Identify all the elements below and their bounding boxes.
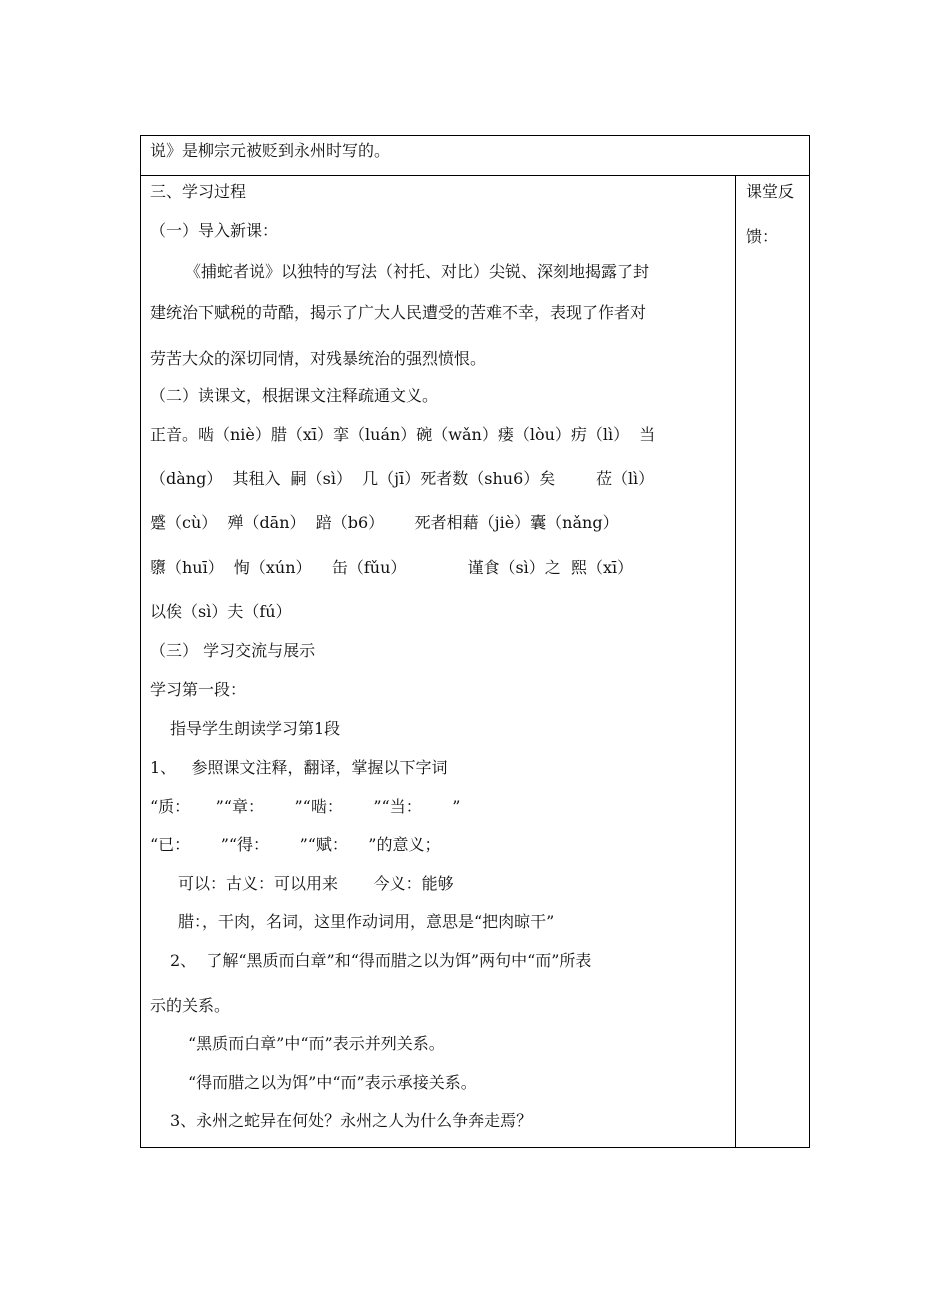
paragraph-line: 建统治下赋税的苛酷，揭示了广大人民遭受的苦难不幸，表现了作者对 xyxy=(150,303,647,322)
subheading-intro: （一）导入新课： xyxy=(150,221,279,240)
feedback-label: 课堂反 xyxy=(746,182,795,201)
feedback-label-cont: 馈： xyxy=(746,227,779,246)
answer-line: “黑质而白章”中“而”表示并列关系。 xyxy=(188,1034,445,1053)
exercise-item: 2、 了解“黑质而白章”和“得而腊之以为饵”两句中“而”所表 xyxy=(170,951,592,970)
pronunciation-line: 正音。啮（niè）腊（xī）挛（luán）碗（wǎn）瘘（lòu）疠（lì） 当 xyxy=(150,425,656,444)
exercise-item: 1、 参照课文注释，翻译，掌握以下字词 xyxy=(150,758,448,777)
pronunciation-line: 以俟（sì）夫（fú） xyxy=(150,602,292,621)
subheading-exchange: （三） 学习交流与展示 xyxy=(150,641,316,660)
section-heading: 三、学习过程 xyxy=(150,182,247,201)
answer-line: 腊：，干肉，名词，这里作动词用，意思是“把肉晾干” xyxy=(178,912,555,931)
exercise-item-cont: 示的关系。 xyxy=(150,996,231,1015)
paragraph-line: 劳苦大众的深切同情，对残暴统治的强烈愤恨。 xyxy=(150,349,487,368)
exercise-blanks: “质： ”“章： ”“啮： ”“当： ” xyxy=(150,797,461,816)
answer-line: 可以：古义：可以用来 今义：能够 xyxy=(178,874,454,893)
pronunciation-line: （dàng） 其租入 嗣（sì） 几（jī）死者数（shu6）矣 莅（lì） xyxy=(150,469,655,488)
exercise-item: 3、永州之蛇异在何处？永州之人为什么争奔走焉？ xyxy=(170,1111,533,1130)
paragraph-line: 《捕蛇者说》以独特的写法（衬托、对比）尖锐、深刻地揭露了封 xyxy=(185,262,650,281)
paragraph-label: 学习第一段： xyxy=(150,680,247,699)
column-divider xyxy=(735,175,736,1148)
pronunciation-line: 隳（huī） 恂（xún） 缶（fǔu） 谨食（sì）之 熙（xī） xyxy=(150,558,634,577)
instruction-line: 指导学生朗读学习第1段 xyxy=(170,719,341,738)
answer-line: “得而腊之以为饵”中“而”表示承接关系。 xyxy=(188,1073,477,1092)
exercise-blanks: “已： ”“得： ”“赋： ”的意义； xyxy=(150,835,441,854)
pronunciation-line: 蹙（cù） 殚（dān） 踣（b6） 死者相藉（jiè）囊（nǎng） xyxy=(150,513,619,532)
row-divider xyxy=(140,175,810,176)
header-row-text: 说》是柳宗元被贬到永州时写的。 xyxy=(150,141,391,160)
subheading-reading: （二）读课文，根据课文注释疏通文义。 xyxy=(150,386,439,405)
